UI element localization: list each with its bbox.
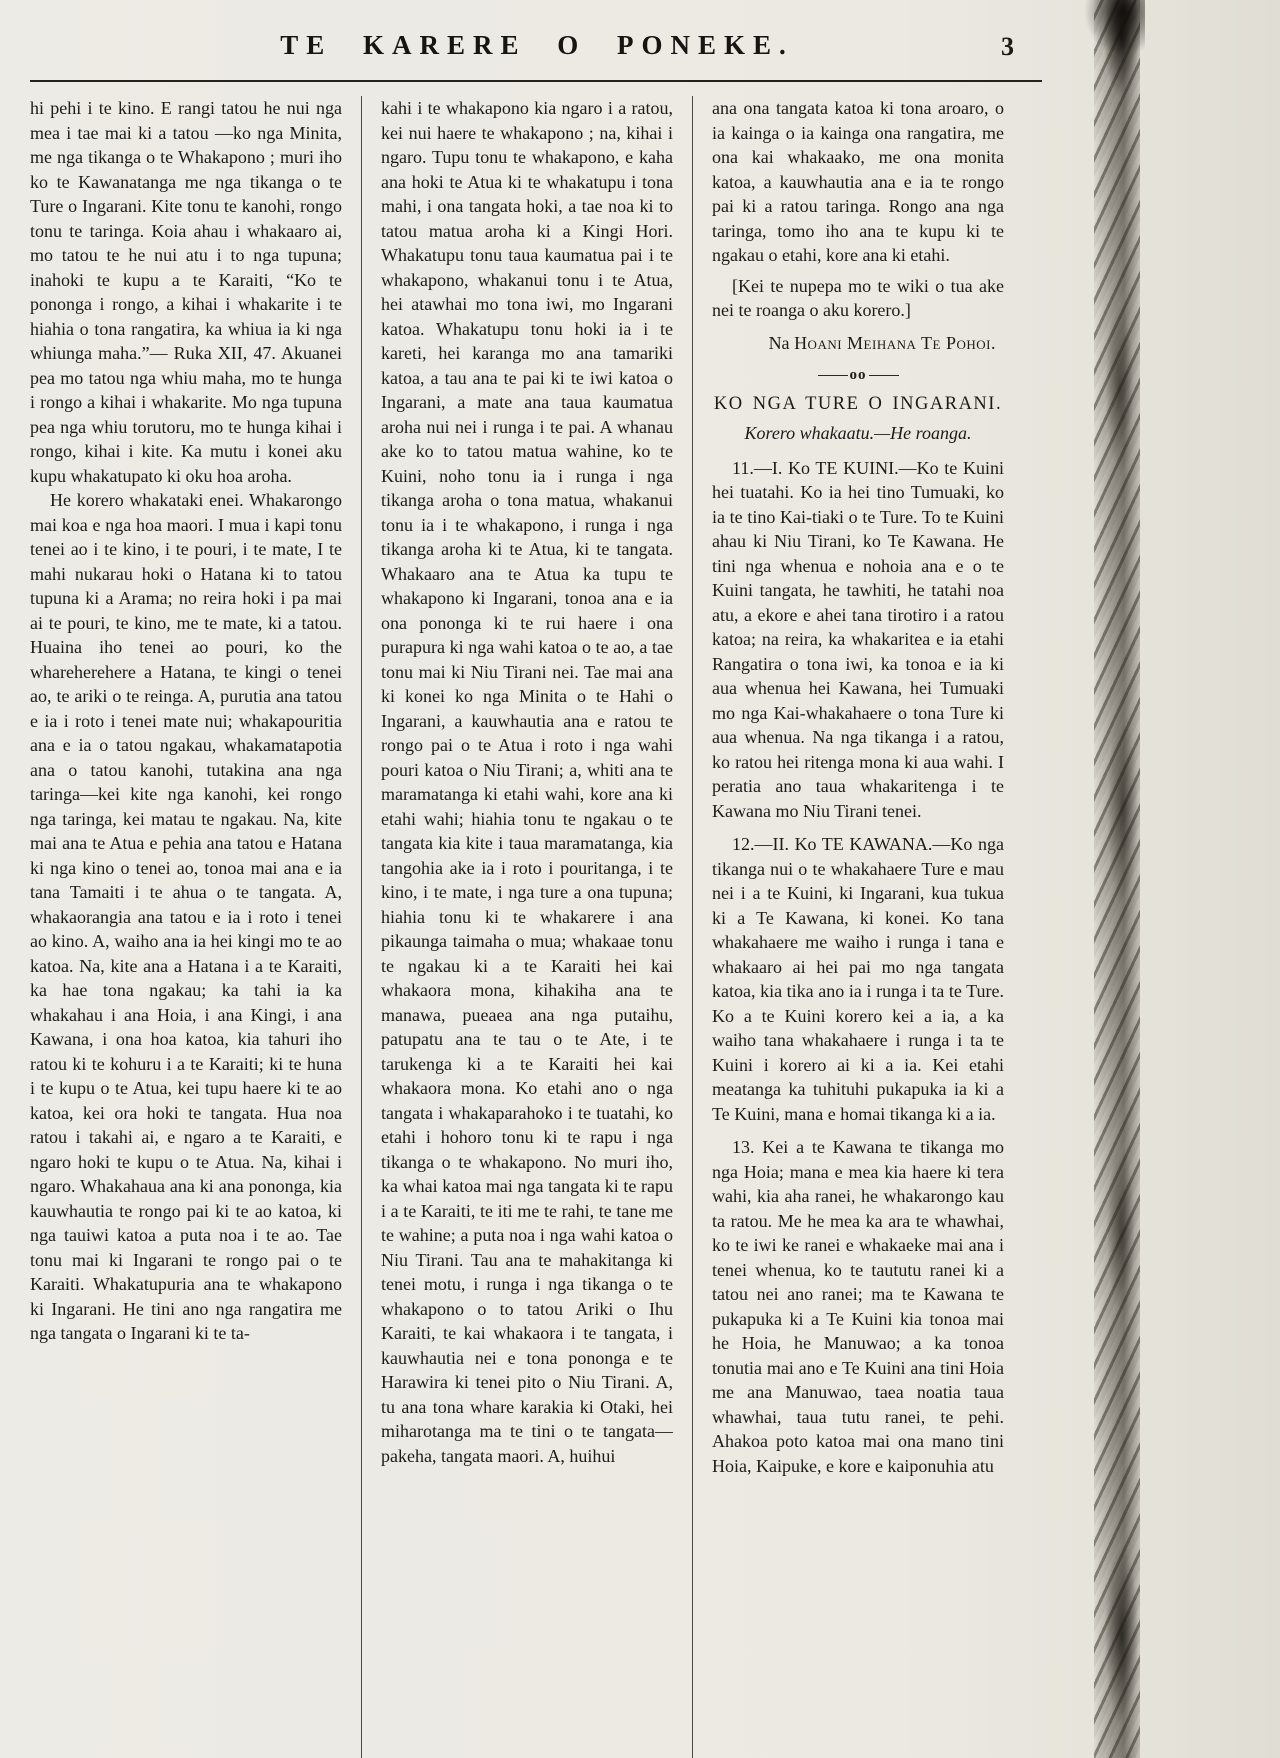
scan-edge-artifact <box>1094 0 1140 1758</box>
page-number: 3 <box>1001 32 1014 61</box>
masthead-title: TE KARERE O PONEKE. <box>280 30 794 60</box>
law-section-12: 12.—II. Ko TE KAWANA.—Ko nga tikanga nui o te whakahaere Ture e mau nei i a te Kuini, ki Ingarani, kua tukua ki a Te Kawana, ki konei. Ko tana whakahaere me waiho i runga i tana e whakaaro ai hei pai mo nga tangata katoa, kia tika ano ia i runga i ta te Ture. Ko a te Kuini korero kei a ia, a ka waiho tana whakahaere i runga i ta te Kuini i korero ai ki a ia. Kei etahi meatanga ka tuhituhi pukapuka ia ki a Te Kuini, mana e homai tikanga ki a ia. <box>712 834 1004 1124</box>
law-section-11: 11.—I. Ko TE KUINI.—Ko te Kuini hei tuatahi. Ko ia hei tino Tumuaki, ko ia te tino Kai-tiaki o te Ture. To te Kuini ahau ki Niu Tirani, ko Te Kawana. He tini nga whenua e nohoia ana e o te Kuini tangata, he tawhiti, he tatahi noa atu, a ekore e ahei tana tirotiro i a ratou katoa; na reira, ka whakaritea e ia etahi Rangatira o tona iwi, ka tonoa e ia ki aua whenua hei Kawana, hei Tumuaki mo nga Kai-whakahaere o tona Ture ki aua whenua. Na nga tikanga i a ratou, ko ratou hei ritenga mona ki aua wahi. I peratia ano taua whakaritenga i te Kawana mo Niu Tirani tenei. <box>712 457 1004 821</box>
column-1 <box>30 96 342 1758</box>
masthead <box>32 30 1042 72</box>
article-subtitle: Korero whakaatu.—He roanga. <box>744 423 972 443</box>
corner-smudge-artifact <box>1085 0 1145 55</box>
section-divider-glyph: oo <box>849 367 867 383</box>
column-3 <box>692 96 1004 1758</box>
byline-prefix: Na <box>768 332 790 353</box>
body-paragraph: ana ona tangata katoa ki tona aroaro, o ia kainga o ia kainga ona rangatira, me ona kai whakaako, me ona monita katoa, a kauwhautia ana e ia te rongo pai ki a ratou taringa. Rongo ana nga taringa, tomo iho ana te kupu ki te ngakau o etahi, kore ana ki etahi. <box>712 98 1004 265</box>
byline <box>712 331 1004 356</box>
text-columns <box>30 96 1044 1758</box>
body-paragraph: kahi i te whakapono kia ngaro i a ratou, kei nui haere te whakapono ; na, kihai i ngaro. Tupu tonu te whakapono, e kaha ana hoki te Atua ki te whakatupu i tona mahi, i ona tangata hoki, a tae noa ki to tatou matua aroha ki a Kingi Hori. Whakatupu tonu taua kaumatua pai i te whakapono, whakanui tonu i te Atua, hei atawhai mo tona iwi, mo Ingarani katoa. Whakatupu tonu hoki ia i te kareti, hei karanga mo ana tamariki katoa, a tau ana te pai ki te iwi katoa o Ingarani, a mate ana taua kaumatua aroha nui nei i runga i te pai. A whanau ake ko to tatou matua wahine, ko te Kuini, noho tonu ia i runga i nga tikanga aroha o tona matua, whakanui tonu ia i te whakapono, i runga i nga tikanga aroha ki te Atua, ki te tangata. Whakaaro ana te Atua ka tupu te whakapono ki Ingarani, tonoa ana e ia ona pononga ki te rui haere i ona purapura ki nga wahi katoa o te ao, a tae tonu mai ki Niu Tirani nei. Tae mai ana ki konei ko nga Minita o te Hahi o Ingarani, a kauwhautia ana e ratou te rongo pai o te Atua i roto i nga wahi pouri katoa o Niu Tirani; a, whiti ana te maramatanga ki etahi wahi, kore ana ki etahi wahi; hiahia tonu te ngakau o te tangata kia kite i taua maramatanga, kia tangohia ake ia i roto i pouritanga, i te kino, i te mate, i nga ture a ona tupuna; hiahia tonu ki te whakarere i ana pikaunga taimaha o mua; whakaae tonu te ngakau ki a te Karaiti hei kai whakaora mona, kihakiha ana te manawa, pueaea ana nga putaihu, patupatu ana te tau o te Ate, i te tarukenga ki a te Karaiti hei kai whakaora mona. Ko etahi ano o nga tangata i whakaparahoko i te tuatahi, ko etahi i hohoro tonu ki te rapu i nga tikanga o te whakapono. No muri iho, ka whai katoa mai nga tangata ki te rapu i a te Karaiti, te iti me te rahi, te tane me te wahine; a puta noa i nga wahi katoa o Niu Tirani. Tau ana te mahakitanga ki tenei motu, i runga i nga tikanga o te whakapono o to tatou Ariki o Ihu Karaiti, te kai whakaora i te tangata, i kauwhautia nei e tona pononga e te Harawira ki tenei pito o Niu Tirani. A, tu ana tona whare karakia ki Otaki, hei miharotanga ma te tini o te tangata—pakeha, tangata maori. A, huihui <box>381 98 673 1466</box>
byline-name: Hoani Meihana Te Pohoi. <box>794 332 996 353</box>
section-divider <box>798 367 918 384</box>
article-title: KO NGA TURE O INGARANI. <box>713 394 1003 414</box>
masthead-rule <box>30 80 1042 82</box>
editor-notice: [Kei te nupepa mo te wiki o tua ake nei te roanga o aku korero.] <box>712 275 1004 320</box>
body-paragraph: hi pehi i te kino. E rangi tatou he nui nga mea i tae mai ki a tatou —ko nga Minita, me nga tikanga o te Whakapono ; muri iho ko te Kawanatanga me nga tikanga o te Ture o Ingarani. Kite tonu te kanohi, rongo tonu te taringa. Koia ahau i whakaaro ai, mo tatou te he nui atu i to nga tupuna; inahoki te kupu a te Karaiti, “Ko te pononga i rongo, a kihai i whakarite i te hiahia o tona rangatira, ka whiua ia ki nga whiunga maha.”— Ruka XII, 47. Akuanei pea mo tatou nga whiu maha, mo te hunga i rongo a kihai i whakarite. Mo nga tupuna pea nga whiu torutoru, mo te hunga kihai i rongo, kihai i kite. Ka mutu i konei aku kupu whakatupato ki oku hoa aroha. <box>30 98 342 486</box>
column-2 <box>361 96 673 1758</box>
law-section-13: 13. Kei a te Kawana te tikanga mo nga Hoia; mana e mea kia haere ki tera wahi, kia aha ranei, he whakarongo kau ta ratou. Me he mea ka ara te whawhai, ko te iwi ke ranei e whakaeke mai ana i tenei whenua, ko te taututu ranei ki a tatou nei ano ranei; ma te Kawana te pukapuka ki a Te Kuini kia tonoa mai he Hoia, he Manuwao; a ka tonoa tonutia mai ano e Te Kuini ana tini Hoia me ana Manuwao, taea noatia taua whawhai, taua tutu ranei, te pehi. Ahakoa poto katoa mai ona mano tini Hoia, Kaipuke, e kore e kaiponuhia atu <box>712 1137 1004 1476</box>
body-paragraph: He korero whakataki enei. Whakarongo mai koa e nga hoa maori. I mua i kapi tonu tenei ao i te kino, i te pouri, i te mate, I te mahi nukarau hoki o Hatana ki to tatou tupuna ki a Arama; no reira hoki i pa mai ai te pouri, te kino, me te mate, ki a tatou. Huaina iho tenei ao pouri, ko the whareherehere a Hatana, te kingi o tenei ao, te ariki o te reinga. A, purutia ana tatou e ia i roto i tenei mate nui; whakapouritia ana e ia o tatou ngakau, whakamatapotia ana o tatou kanohi, tutakina ana nga taringa—kei kite nga kanohi, kei rongo nga taringa, kei matau te ngakau. Na, kite mai ana te Atua e pehia ana tatou e Hatana ki nga kino o tenei ao, tonoa mai ana e ia tana Tamaiti i te ahua o te tangata. A, whakaorangia ana tatou e ia i roto i tenei ao kino. A, waiho ana ia hei kingi mo te ao katoa. Na, kite ana a Hatana i a te Karaiti, ka hae tona ngakau; ka tahi ia ka whakahau i ana Hoia, i ana Kingi, i ana Kawana, i ona hoa katoa, kia tahuri iho ratou ki te kohuru i a te Karaiti; ki te huna i te kupu o te Atua, kei tupu haere ki te ao katoa, kei ora hoki te tangata. Hua noa ratou i takahi ai, e ngaro a te Karaiti, e ngaro hoki te kupu o te Atua. Na, kihai i ngaro. Whakahaua ana ki ana pononga, kia kauwhautia te rongo pai ki te ao katoa, ki nga tauiwi katoa a puta noa i te ao. Tae tonu mai ki Ingarani te rongo pai o te Karaiti. Whakatupuria ana te whakapono ki Ingarani. He tini ano nga rangatira me nga tangata o Ingarani ki te ta- <box>30 490 342 1343</box>
